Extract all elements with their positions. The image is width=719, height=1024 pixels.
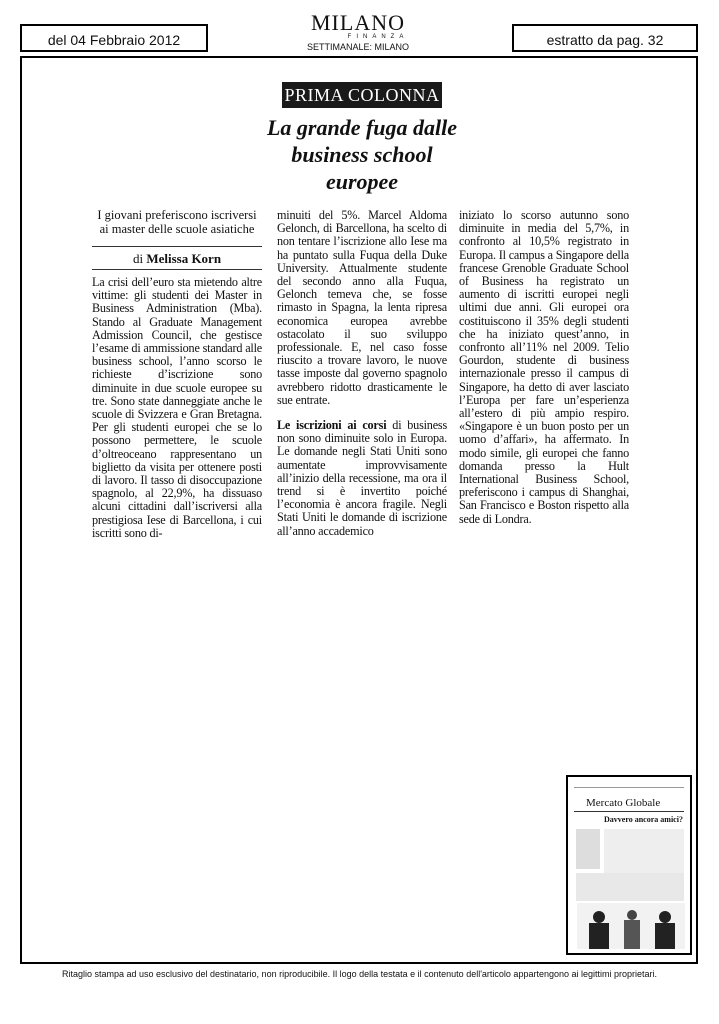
byline-divider-top: [92, 246, 262, 247]
copyright-notice: Ritaglio stampa ad uso esclusivo del destinatario, non riproducibile. Il logo della testata e il contenuto dell'articolo appartengono ai legittimi proprietari.: [61, 969, 658, 979]
column-2-paragraph-b: [277, 419, 447, 538]
column-2-text-b: di business non sono diminuite solo in Europa. Le domande negli Stati Uniti sono aumentate improvvisamente all’inizio della recessione, ma ora il trend si è invertito poiché l’economia è ancora fragile. Negli Stati Uniti le domande di iscrizione all’anno accademico: [277, 418, 447, 538]
byline-divider-bottom: [92, 269, 262, 270]
newspaper-logo-sub: FINANZA: [347, 34, 409, 40]
thumbnail-section-title: Mercato Globale: [586, 797, 661, 809]
article-subtitle: I giovani preferiscono iscriversi ai master delle scuole asiatiche: [97, 208, 257, 236]
page-ref-box: [512, 24, 698, 52]
page-reference: estratto da pag. 32: [546, 32, 664, 48]
byline-prefix: di: [132, 251, 144, 266]
section-kicker: PRIMA COLONNA: [282, 82, 442, 108]
edition-label: SETTIMANALE: MILANO: [306, 42, 410, 52]
date-box: [20, 24, 208, 52]
article-title: La grande fuga dalle business school europee: [266, 115, 458, 194]
column-2-text-a: minuiti del 5%. Marcel Aldoma Gelonch, di Barcellona, ha scelto di non tentare l’iscrizione allo Iese ma ha puntato sulla Fuqua della Duke University. Attualmente studente del secondo anno alla Fuqua, Gelonch temeva che, se fosse rimasto in Spagna, la lenta ripresa economica europea avrebbe ostacolato il suo sviluppo professionale. E, nel caso fosse riuscito a trovare lavoro, le nuove tasse imposte dal governo spagnolo avrebbero ridotto drasticamente le sue entrate.: [277, 208, 447, 407]
issue-date: del 04 Febbraio 2012: [47, 32, 181, 48]
thumbnail-photo: [577, 903, 685, 949]
thumbnail-headline: Davvero ancora amici?: [604, 815, 683, 824]
page-thumbnail: [566, 775, 692, 955]
article-column-2: [277, 209, 447, 538]
column-3-text: iniziato lo scorso autunno sono diminuite in media del 5,7%, in confronto al 10,5% registrato in Europa. Il campus a Singapore della francese Grenoble Graduate School of Business ha registrato un aumento di iscritti europei negli ultimi due anni. Gli europei ora costituiscono il 35% degli studenti che ha iniziato quest’anno, in confronto all’11% nel 2009. Telio Gourdon, studente di business internazionale presso il campus di Singapore, ha detto di aver lasciato l’Europa per fare un’esperienza all’estero di più ampio respiro. «Singapore è un buon posto per un uomo d’affari», ha affermato. In modo simile, gli europei che fanno domanda presso la Hult International Business School, preferiscono i campus di Shanghai, San Francisco e Boston rispetto alla sede di Londra.: [459, 208, 629, 526]
newspaper-logo: MILANO: [311, 10, 405, 35]
column-1-text: La crisi dell’euro sta mietendo altre vittime: gli studenti dei Master in Business Administration (Mba). Stando al Graduate Management Admission Council, che gestisce l’esame di ammissione standard alle business school, l’anno scorso le richieste d’iscrizione sono diminuite in due scuole europee su tre. Sono state danneggiate anche le scuole di Svizzera e Gran Bretagna. Per gli studenti europei che se lo possono permettere, le scuole d’oltreoceano rappresentano un biglietto da visita per ottenere posti di lavoro. Il tasso di disoccupazione spagnolo, al 22,9%, ha dissuaso alcuni cittadini dall’iscriversi alla prestigiosa Iese di Barcellona, i cui iscritti sono di-: [92, 275, 262, 540]
article-column-3: [459, 209, 629, 526]
column-2-leadin: Le iscrizioni ai corsi: [277, 418, 387, 433]
masthead: [283, 12, 433, 53]
author-name: Melissa Korn: [146, 251, 222, 266]
byline: [92, 251, 262, 267]
article-column-1: [92, 276, 262, 540]
